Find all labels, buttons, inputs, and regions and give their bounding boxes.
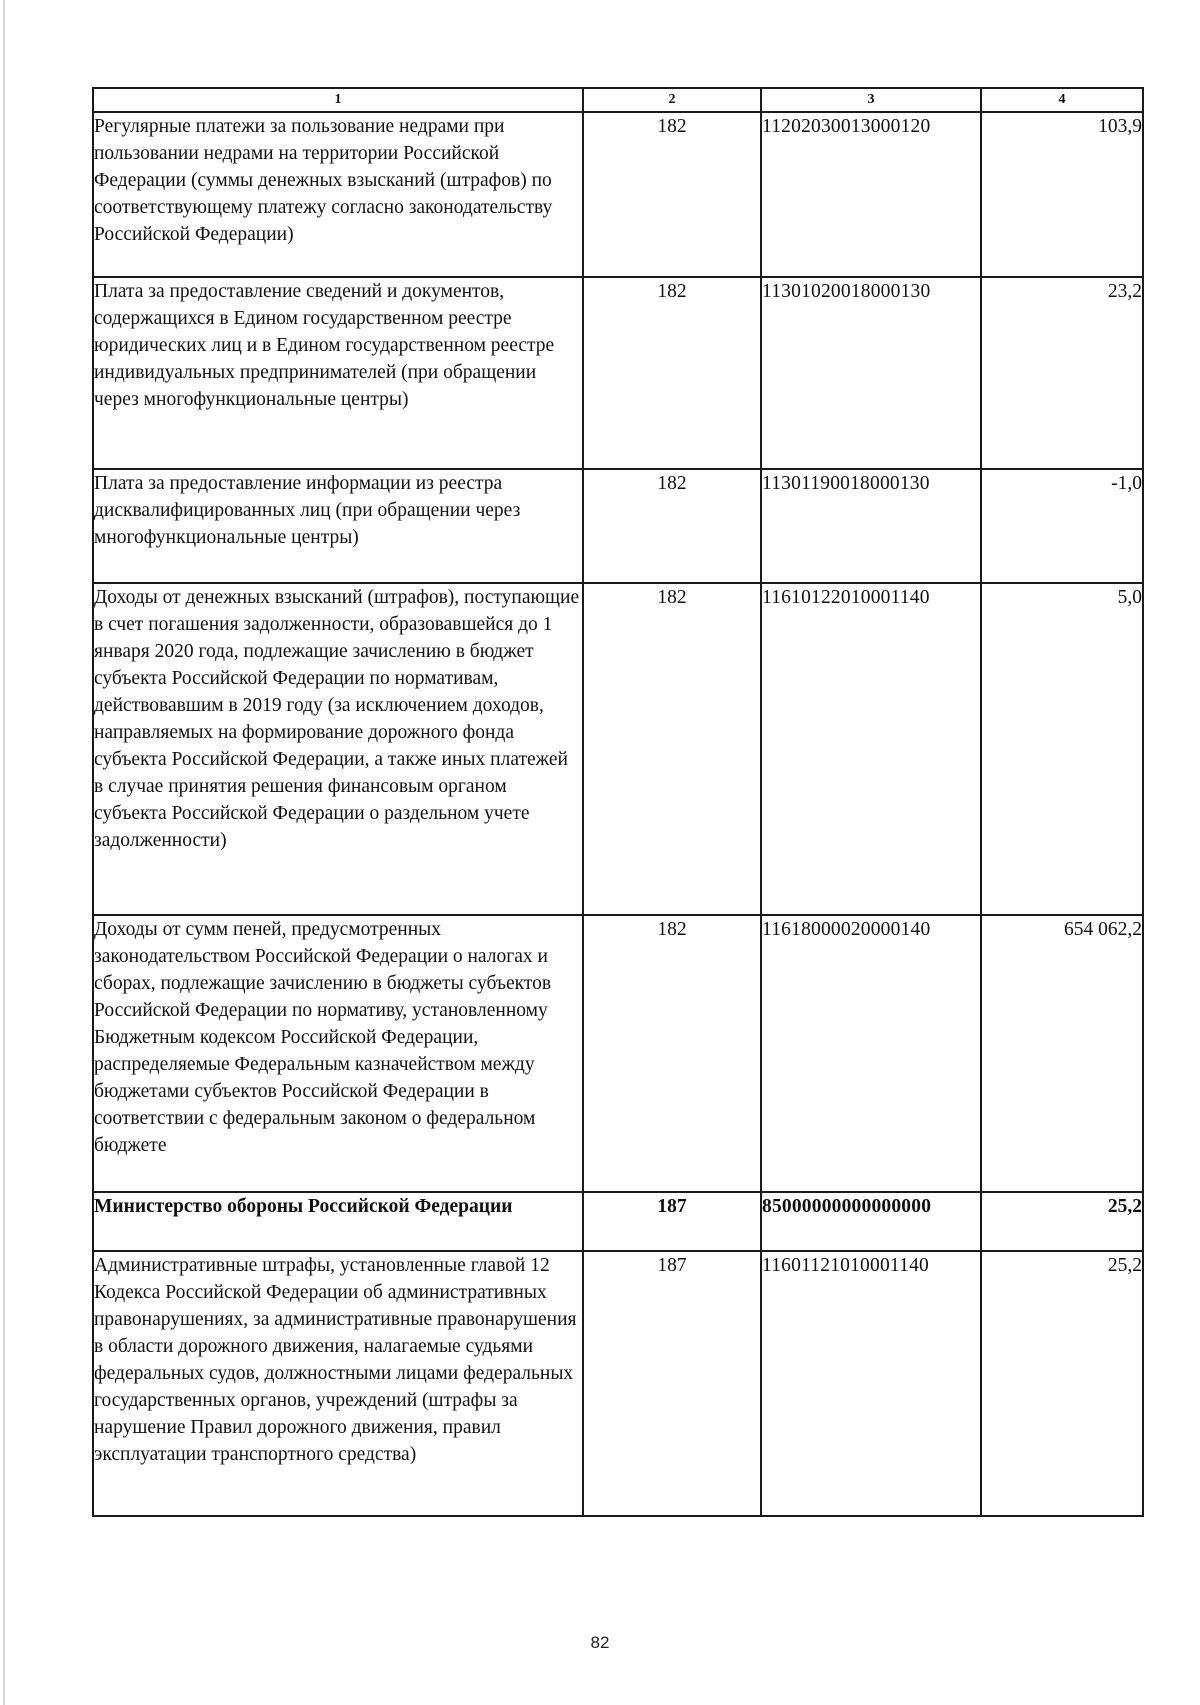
revenue-table [92, 87, 1144, 1517]
table-row [93, 583, 1143, 915]
row-kbk-code: 11610122010001140 [761, 583, 981, 915]
row-admin-code: 182 [583, 583, 761, 915]
row-amount: 25,2 [981, 1192, 1143, 1251]
table-row [93, 915, 1143, 1192]
row-admin-code: 182 [583, 277, 761, 469]
row-name: Административные штрафы, установленные главой 12 Кодекса Российской Федерации об административных правонарушениях, за административные правонарушения в области дорожного движения, налагаемые судьями федеральных судов, должностными лицами федеральных государственных органов, учреждений (штрафы за нарушение Правил дорожного движения, правил эксплуатации транспортного средства) [93, 1251, 583, 1516]
row-kbk-code: 85000000000000000 [761, 1192, 981, 1251]
row-admin-code: 187 [583, 1192, 761, 1251]
table-row-section-header [93, 1192, 1143, 1251]
row-amount: 654 062,2 [981, 915, 1143, 1192]
table-header-row [93, 88, 1143, 112]
row-name: Плата за предоставление сведений и документов, содержащихся в Едином государственном реестре юридических лиц и в Едином государственном реестре индивидуальных предпринимателей (при обращении через многофункциональные центры) [93, 277, 583, 469]
header-col-1: 1 [93, 88, 583, 112]
header-col-4: 4 [981, 88, 1143, 112]
row-name: Плата за предоставление информации из реестра дисквалифицированных лиц (при обращении через многофункциональные центры) [93, 469, 583, 583]
row-name: Регулярные платежи за пользование недрами при пользовании недрами на территории Российской Федерации (суммы денежных взысканий (штрафов) по соответствующему платежу согласно законодательству Российской Федерации) [93, 112, 583, 277]
row-kbk-code: 11301190018000130 [761, 469, 981, 583]
table-row [93, 1251, 1143, 1516]
row-name: Доходы от денежных взысканий (штрафов), поступающие в счет погашения задолженности, образовавшейся до 1 января 2020 года, подлежащие зачислению в бюджет субъекта Российской Федерации по нормативам, действовавшим в 2019 году (за исключением доходов, направляемых на формирование дорожного фонда субъекта Российской Федерации, а также иных платежей в случае принятия решения финансовым органом субъекта Российской Федерации о раздельном учете задолженности) [93, 583, 583, 915]
table-row [93, 112, 1143, 277]
row-kbk-code: 11202030013000120 [761, 112, 981, 277]
row-amount: -1,0 [981, 469, 1143, 583]
scan-edge [3, 0, 5, 1705]
page-number: 82 [590, 1633, 610, 1652]
header-col-2: 2 [583, 88, 761, 112]
row-kbk-code: 11301020018000130 [761, 277, 981, 469]
row-admin-code: 187 [583, 1251, 761, 1516]
row-kbk-code: 11601121010001140 [761, 1251, 981, 1516]
row-amount: 23,2 [981, 277, 1143, 469]
row-admin-code: 182 [583, 112, 761, 277]
row-amount: 5,0 [981, 583, 1143, 915]
table-row [93, 469, 1143, 583]
row-kbk-code: 11618000020000140 [761, 915, 981, 1192]
row-admin-code: 182 [583, 915, 761, 1192]
row-amount: 103,9 [981, 112, 1143, 277]
table-row [93, 277, 1143, 469]
row-amount: 25,2 [981, 1251, 1143, 1516]
row-admin-code: 182 [583, 469, 761, 583]
row-name: Министерство обороны Российской Федерации [93, 1192, 583, 1251]
header-col-3: 3 [761, 88, 981, 112]
row-name: Доходы от сумм пеней, предусмотренных законодательством Российской Федерации о налогах и сборах, подлежащие зачислению в бюджеты субъектов Российской Федерации по нормативу, установленному Бюджетным кодексом Российской Федерации, распределяемые Федеральным казначейством между бюджетами субъектов Российской Федерации в соответствии с федеральным законом о федеральном бюджете [93, 915, 583, 1192]
